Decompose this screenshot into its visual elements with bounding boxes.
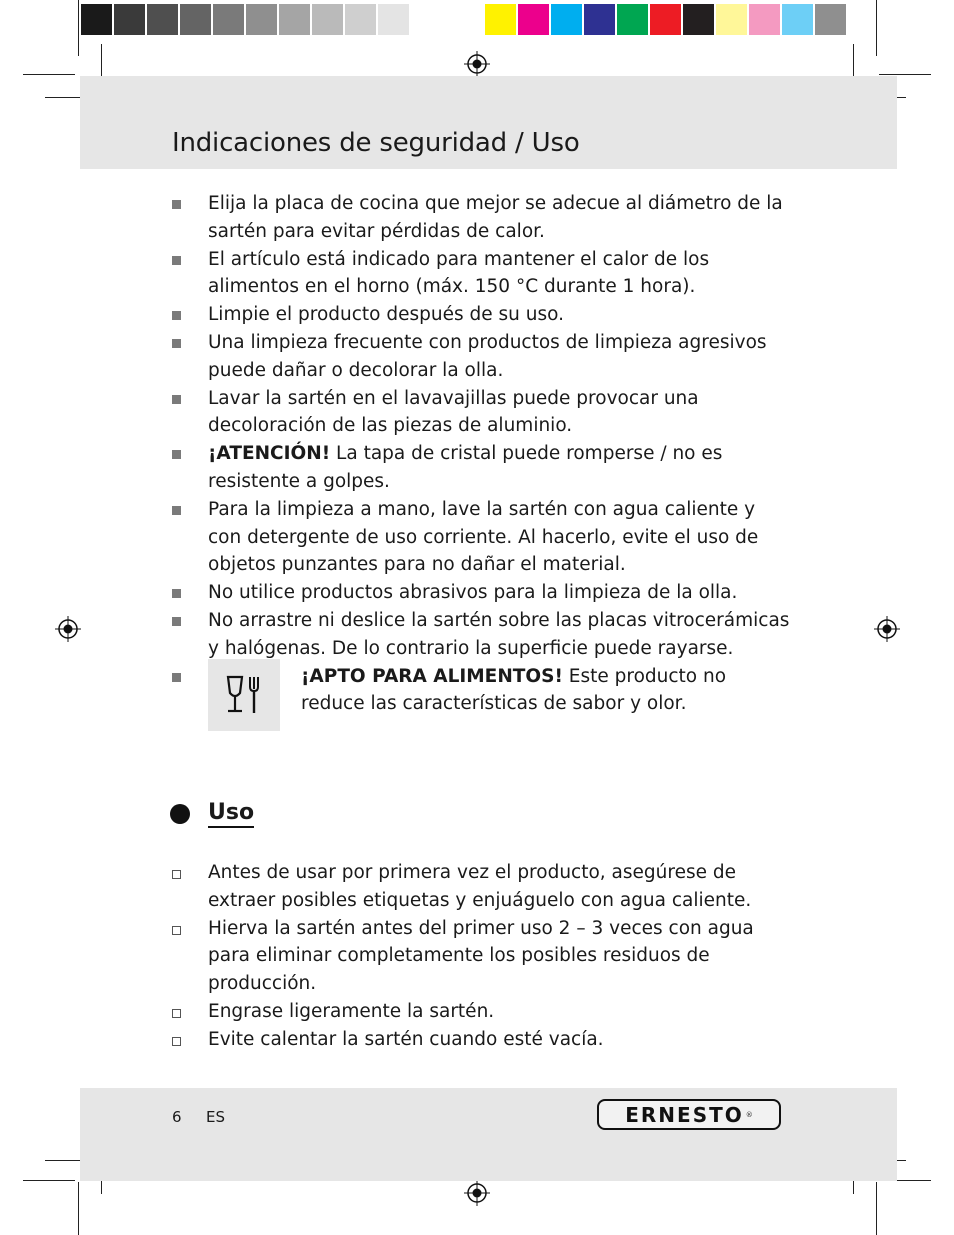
item-text: Elija la placa de cocina que mejor se adecue al diámetro de la sartén para evitar pérdidas de calor. [208, 193, 783, 242]
crop-mark [876, 0, 877, 56]
color-swatch [649, 3, 682, 36]
color-swatch [278, 3, 311, 36]
color-swatch [245, 3, 278, 36]
item-text: Este producto no reduce las características de sabor y olor. [301, 665, 727, 715]
color-swatch [550, 3, 583, 36]
color-swatch [748, 3, 781, 36]
use-list-item [170, 998, 790, 1026]
safety-instructions-list [170, 190, 790, 741]
color-swatch [344, 3, 377, 36]
color-swatch [311, 3, 344, 36]
color-swatch [80, 3, 113, 36]
page-title: Indicaciones de seguridad / Uso [172, 128, 580, 158]
safety-list-item [170, 607, 790, 663]
color-swatch [715, 3, 748, 36]
registration-mark-icon [464, 1180, 490, 1206]
crop-mark [23, 74, 75, 75]
safety-list-item [170, 496, 790, 579]
use-instructions-list [170, 859, 790, 1054]
glass-fork-food-safe-icon [208, 659, 280, 731]
safety-list-item [170, 246, 790, 302]
language-code: ES [206, 1108, 225, 1126]
food-safe-item [170, 663, 790, 741]
square-bullet-icon [172, 673, 181, 682]
item-text: La tapa de cristal puede romperse / no es resistente a golpes. [208, 443, 723, 492]
color-swatch [484, 3, 517, 36]
use-section-header [170, 800, 254, 828]
registration-mark-icon [55, 616, 81, 642]
item-text: Para la limpieza a mano, lave la sartén con agua caliente y con detergente de uso corriente. Al hacerlo, evite el uso de objetos punzantes para no dañar el material. [208, 498, 759, 576]
item-text: No utilice productos abrasivos para la limpieza de la olla. [208, 582, 738, 604]
square-bullet-icon [172, 395, 181, 404]
item-text: Una limpieza frecuente con productos de limpieza agresivos puede dañar o decolorar la olla. [208, 331, 767, 381]
checkbox-bullet-icon [172, 1037, 181, 1046]
item-text: No arrastre ni deslice la sartén sobre las placas vitrocerámicas y halógenas. De lo contrario la superficie puede rayarse. [208, 609, 790, 659]
square-bullet-icon [172, 200, 181, 209]
safety-list-item [170, 385, 790, 441]
crop-mark [101, 44, 102, 78]
crop-mark [879, 74, 931, 75]
brand-registered-mark: ® [745, 1110, 753, 1119]
square-bullet-icon [172, 589, 181, 598]
section-title: Uso [208, 800, 254, 828]
safety-list-item [170, 579, 790, 607]
color-swatch [113, 3, 146, 36]
use-list-item [170, 1026, 790, 1054]
checkbox-bullet-icon [172, 870, 181, 879]
checkbox-bullet-icon [172, 926, 181, 935]
color-swatch [616, 3, 649, 36]
item-text: El artículo está indicado para mantener el calor de los alimentos en el horno (máx. 150 °C durante 1 hora). [208, 248, 710, 298]
brand-name: ERNESTO [625, 1102, 744, 1127]
crop-mark [78, 0, 79, 56]
food-safe-label: ¡APTO PARA ALIMENTOS! [301, 665, 563, 687]
color-calibration-bar [484, 3, 847, 36]
registration-mark-icon [464, 51, 490, 77]
color-swatch [814, 3, 847, 36]
safety-list-item [170, 301, 790, 329]
crop-mark [876, 1182, 877, 1235]
grayscale-calibration-bar [80, 3, 443, 36]
safety-list-item [170, 329, 790, 385]
square-bullet-icon [172, 506, 181, 515]
item-text: Evite calentar la sartén cuando esté vacía. [208, 1028, 604, 1050]
square-bullet-icon [172, 311, 181, 320]
page-number: 6 [172, 1108, 182, 1126]
safety-list-item [170, 440, 790, 496]
color-swatch [179, 3, 212, 36]
color-swatch [212, 3, 245, 36]
item-text: Hierva la sartén antes del primer uso 2 – 3 veces con agua para eliminar completamente los posibles residuos de producción. [208, 917, 754, 995]
crop-mark [45, 97, 81, 98]
color-swatch [682, 3, 715, 36]
square-bullet-icon [172, 617, 181, 626]
color-swatch [517, 3, 550, 36]
warning-label: ¡ATENCIÓN! [208, 443, 331, 465]
brand-logo [597, 1099, 781, 1130]
item-text: Antes de usar por primera vez el producto, asegúrese de extraer posibles etiquetas y enjuáguelo con agua caliente. [208, 862, 752, 911]
section-bullet-icon [170, 804, 190, 824]
checkbox-bullet-icon [172, 1009, 181, 1018]
square-bullet-icon [172, 339, 181, 348]
crop-mark [23, 1180, 75, 1181]
registration-mark-icon [874, 616, 900, 642]
safety-list-item [170, 190, 790, 246]
color-swatch [410, 3, 443, 36]
color-swatch [146, 3, 179, 36]
item-text: Lavar la sartén en el lavavajillas puede provocar una decoloración de las piezas de aluminio. [208, 387, 699, 437]
square-bullet-icon [172, 450, 181, 459]
square-bullet-icon [172, 256, 181, 265]
item-text: Engrase ligeramente la sartén. [208, 1000, 495, 1022]
color-swatch [781, 3, 814, 36]
use-list-item [170, 859, 790, 915]
color-swatch [583, 3, 616, 36]
crop-mark [853, 44, 854, 78]
crop-mark [45, 1160, 81, 1161]
crop-mark [78, 1182, 79, 1235]
color-swatch [377, 3, 410, 36]
use-list-item [170, 915, 790, 998]
item-text: Limpie el producto después de su uso. [208, 304, 564, 326]
